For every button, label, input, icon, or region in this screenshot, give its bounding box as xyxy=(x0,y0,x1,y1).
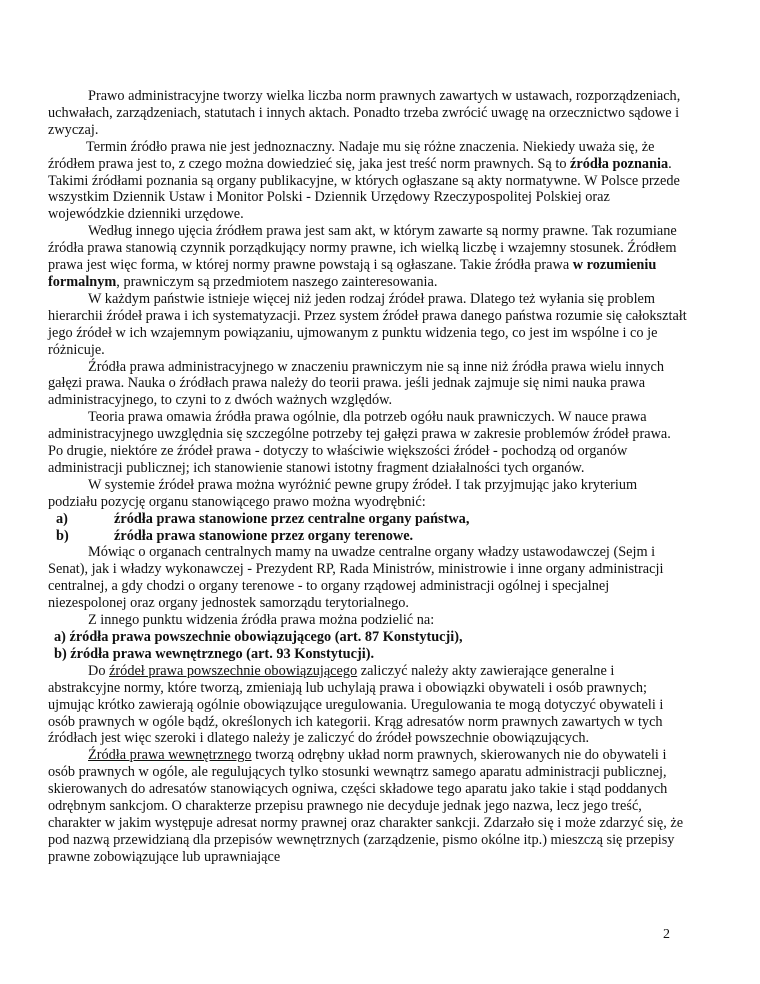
list-item-label: b) xyxy=(56,527,69,544)
paragraph-3-text: Według innego ujęcia źródłem prawa jest sam akt, w którym zawarte są normy prawne. Tak rozumiane źródła prawa stanowią czynnik porządkujący normy prawne, ich wielką liczbę i wzajemny stosunek. Źródłem prawa jest więc forma, w której normy prawne powstają i są ogłaszane. Takie źródła prawa xyxy=(48,223,677,274)
list-item: b) źródła prawa wewnętrznego (art. 93 Konstytucji). xyxy=(54,645,375,662)
paragraph-10 xyxy=(48,663,688,748)
paragraph-7: W systemie źródeł prawa można wyróżnić pewne grupy źródeł. I tak przyjmując jako kryterium podziału pozycję organu stanowiącego prawo można wyodrębnić: xyxy=(48,476,638,510)
paragraph-2 xyxy=(48,139,688,224)
paragraph-11 xyxy=(48,747,688,865)
document-page xyxy=(48,88,688,866)
paragraph-10-text-end: zaliczyć należy akty zawierające generalne i abstrakcyjne normy, które tworzą, zmieniają lub uchylają prawa i obowiązki obywateli i osób prawnych; ujmując krótko zawierają ogólnie obowiązujące uregulowania. Uregulowania te mogą dotyczyć obywateli i osób prawnych w ogóle bądź, określonych ich kategorii. Krąg adresatów norm prawnych zawartych w tych źródłach jest więc szeroki i dlatego należy je zaliczyć do źródeł powszechnie obowiązujących. xyxy=(48,662,664,747)
list-item xyxy=(48,511,688,528)
list-item xyxy=(48,528,688,545)
paragraph-6: Teoria prawa omawia źródła prawa ogólnie, dla potrzeb ogółu nauk prawniczych. W nauce prawa administracyjnego uwzględnia się szczególne potrzeby tej gałęzi prawa w zakresie problemów źródeł prawa. Po drugie, niektóre ze źródeł prawa - dotyczy to właściwie większości źródeł - pochodzą od organów administracji publicznej; ich stanowienie stanowi istotny fragment działalności tych organów. xyxy=(48,409,671,476)
list-item-label: a) xyxy=(56,510,68,527)
bold-term-rozumienie-formalne: w rozumieniu formalnym xyxy=(48,257,657,290)
list-item-text: źródła prawa stanowione przez centralne organy państwa, xyxy=(114,510,470,527)
list-item-text: źródła prawa stanowione przez organy terenowe. xyxy=(114,527,414,544)
paragraph-5: Źródła prawa administracyjnego w znaczeniu prawniczym nie są inne niż źródła prawa wielu innych gałęzi prawa. Nauka o źródłach prawa należy do teorii prawa. jeśli jednak zajmuje się nimi nauka prawa administracyjnego, to czyni to z dwóch ważnych względów. xyxy=(48,358,665,409)
paragraph-2-text-end: . Takimi źródłami poznania są organy publikacyjne, w których ogłaszane są akty normatywne. W Polsce przede wszystkim Dziennik Ustaw i Monitor Polski - Dziennik Urzędowy Rzeczypospolitej Polskiej oraz wojewódzkie dzienniki urzędowe. xyxy=(48,155,680,223)
underlined-term-powszechne: źródeł prawa powszechnie obowiązującego xyxy=(109,662,358,679)
paragraph-10-text: Do xyxy=(88,662,110,679)
paragraph-8: Mówiąc o organach centralnych mamy na uwadze centralne organy władzy ustawodawczej (Sejm i Senat), jak i władzy wykonawczej - Prezydent RP, Rada Ministrów, ministrowie i inne organy administracji centralnej, a gdy chodzi o organy terenowe - to organy rządowej administracji ogólnej i specjalnej niezespolonej oraz organy jednostek samorządu terytorialnego. xyxy=(48,544,664,612)
underlined-term-wewnetrzne: Źródła prawa wewnętrznego xyxy=(88,747,252,764)
list-item: a) źródła prawa powszechnie obowiązującego (art. 87 Konstytucji), xyxy=(54,629,463,645)
bold-term-zrodla-poznania: źródła poznania xyxy=(570,155,669,172)
list-organ-position xyxy=(48,511,688,545)
paragraph-2-text: Termin źródło prawa nie jest jednoznaczny. Nadaje mu się różne znaczenia. Niekiedy uważa się, że źródłem prawa jest to, z czego można dowiedzieć się, jaka jest treść norm prawnych. Są to xyxy=(48,138,655,172)
paragraph-3-text-end: , prawniczym są przedmiotem naszego zainteresowania. xyxy=(116,273,438,290)
paragraph-3 xyxy=(48,223,688,291)
page-number: 2 xyxy=(663,927,670,942)
paragraph-1: Prawo administracyjne tworzy wielka liczba norm prawnych zawartych w ustawach, rozporządzeniach, uchwałach, zarządzeniach, statutach i innych aktach. Ponadto trzeba zwrócić uwagę na orzecznictwo sądowe i zwyczaj. xyxy=(48,88,681,138)
paragraph-11-text: tworzą odrębny układ norm prawnych, skierowanych nie do obywateli i osób prawnych w ogóle, ale regulujących tylko stosunki wewnątrz samego aparatu administracji publicznej, skierowanych do adresatów stanowiących ogniwa, części składowe tego aparatu jako takie i stąd poddanych odrębnym sankcjom. O charakterze przepisu prawnego nie decyduje jednak jego nazwa, lecz jego treść, charakter w jakim występuje adresat normy prawnej oraz charakter sankcji. Zdarzało się i może zdarzyć się, że pod nazwą przewidzianą dla przepisów wewnętrznych (zarządzenie, pismo okólne itp.) mieszczą się przepisy prawne zobowiązujące lub uprawniające xyxy=(48,747,684,865)
paragraph-9: Z innego punktu widzenia źródła prawa można podzielić na: xyxy=(88,612,435,629)
paragraph-4: W każdym państwie istnieje więcej niż jeden rodzaj źródeł prawa. Dlatego też wyłania się problem hierarchii źródeł prawa i ich systematyzacji. Przez system źródeł prawa danego państwa rozumie się całokształt jego źródeł w ich wzajemnym powiązaniu, ujmowanym z punktu widzenia tego, co jest im wspólne i co je różnicuje. xyxy=(48,290,687,358)
